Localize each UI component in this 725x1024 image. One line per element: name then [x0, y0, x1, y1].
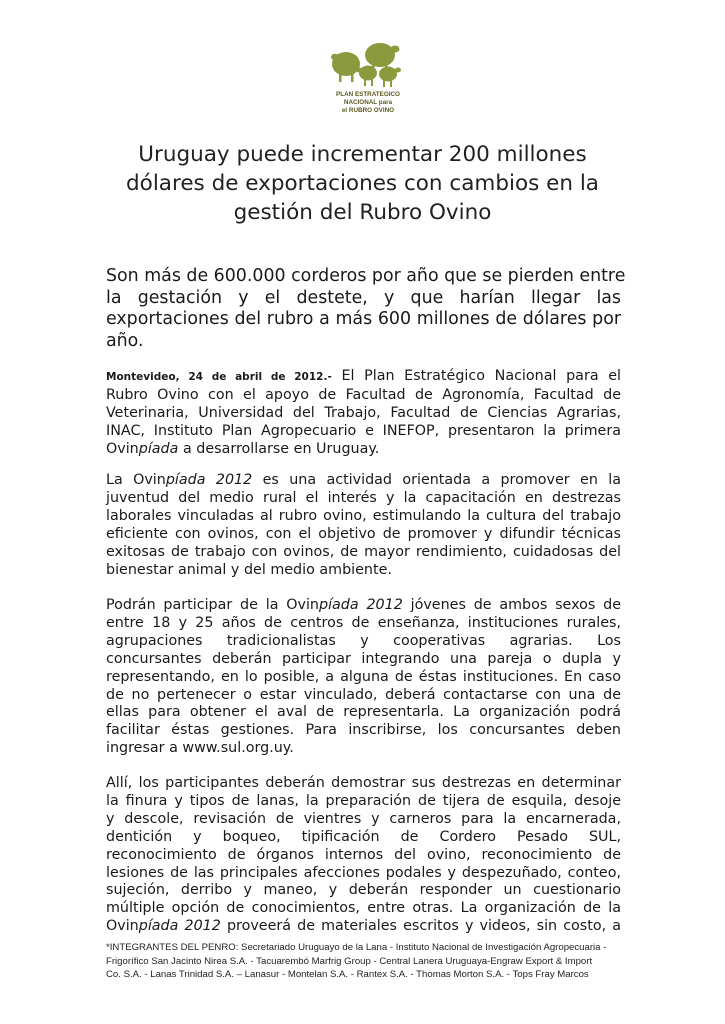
body-line: [106, 472, 621, 490]
body-line: [106, 918, 621, 936]
footnote-members: [106, 941, 621, 982]
body-line: Allí, los participantes deberán demostrar sus destrezas en determinar: [106, 775, 621, 791]
body-line: [106, 441, 621, 459]
body-line: [106, 368, 621, 387]
body-line: ingresar a www.sul.org.uy.: [106, 740, 294, 757]
penro-logo: [318, 40, 418, 120]
footnote-line: Co. S.A. - Lanas Trinidad S.A. – Lanasur - Montelan S.A. - Rantex S.A. - Thomas Morton S.A. - Tops Fray Marcos: [106, 969, 589, 981]
logo-text: [318, 91, 418, 115]
body-line: lesiones de las principales afecciones podales y despezuñado, conteo,: [106, 864, 621, 881]
footnote-line: Frigorífico San Jacinto Nirea S.A. - Tacuarembó Marfrig Group - Central Lanera Uruguaya-Engraw Export & Import: [106, 955, 593, 967]
body-line: Veterinaria, Universidad del Trabajo, Facultad de Ciencias Agrarias,: [106, 404, 621, 421]
body-line: concursantes deberán participar integrando una pareja o dupla y: [106, 650, 621, 667]
body-text: es una actividad orientada a promover en la: [252, 472, 621, 488]
lead-line: año.: [106, 330, 144, 351]
body-line: INAC, Instituto Plan Agropecuario e INEFOP, presentaron la primera: [106, 422, 621, 439]
event-name-italic: píada 2012: [138, 918, 221, 935]
body-text: Podrán participar de la Ovin: [106, 597, 319, 613]
body-line: facilitar éstas gestiones. Para inscribirse, los concursantes deben: [106, 722, 621, 739]
lead-line: exportaciones del rubro a más 600 millones de dólares por: [106, 309, 621, 329]
body-text: Ovin: [106, 440, 139, 457]
event-name-italic: píada: [138, 440, 179, 457]
body-line: entre 18 y 25 años de centros de enseñanza, instituciones rurales,: [106, 614, 621, 631]
event-name-italic: píada 2012: [165, 472, 253, 488]
page-title: [80, 140, 645, 227]
body-line: sujeción, derribo y maneo, y deberán responder un cuestionario: [106, 882, 621, 899]
body-line: eficiente con ovinos, con el objetivo de promover y difundir técnicas: [106, 525, 621, 542]
sheep-logo-icon: [324, 40, 412, 92]
event-name-italic: píada 2012: [319, 597, 403, 613]
paragraph-3: [106, 597, 621, 758]
body-line: juventud del medio rural el interés y la capacitación en destrezas: [106, 489, 621, 506]
body-text: Ovin: [106, 918, 139, 935]
lead-paragraph: [106, 266, 626, 352]
logo-line: NACIONAL para: [343, 99, 393, 106]
body-text: El Plan Estratégico Nacional para el: [331, 368, 621, 384]
body-line: reconocimiento de órganos internos del ovino, reconocimiento de: [106, 846, 621, 863]
title-line: dólares de exportaciones con cambios en la: [126, 171, 599, 196]
body-line: laborales vinculadas al rubro ovino, estimulando la cultura del trabajo: [106, 507, 621, 524]
lead-line: la gestación y el destete, y que harían llegar las: [106, 287, 621, 308]
footnote-line: *INTEGRANTES DEL PENRO: Secretariado Uruguayo de la Lana - Instituto Nacional de Investigación Agropecuaria -: [106, 942, 607, 953]
title-line: gestión del Rubro Ovino: [233, 200, 492, 225]
title-line: Uruguay puede incrementar 200 millones: [138, 142, 587, 167]
body-line: de no pertenecer o estar vinculado, deberá contactarse con una de: [106, 686, 621, 703]
body-line: dentición y boqueo, tipificación de Cordero Pesado SUL,: [106, 828, 621, 845]
body-text: La Ovin: [106, 472, 166, 488]
body-text: a desarrollarse en Uruguay.: [178, 440, 380, 457]
body-text: jóvenes de ambos sexos de: [402, 597, 621, 613]
body-line: y descole, revisación de vientres y carneros para la encarnerada,: [106, 810, 621, 827]
paragraph-1: [106, 368, 621, 459]
lead-line: Son más de 600.000 corderos por año que se pierden entre: [106, 266, 626, 286]
paragraph-4: [106, 775, 621, 936]
body-text: proveerá de materiales escritos y videos, sin costo, a: [220, 918, 621, 935]
body-line: ellas para obtener el aval de representarla. La organización podrá: [106, 704, 621, 721]
body-line: la finura y tipos de lanas, la preparación de tijera de esquila, desoje: [106, 792, 621, 809]
body-line: bienestar animal y del medio ambiente.: [106, 561, 392, 578]
paragraph-2: [106, 472, 621, 579]
body-line: múltiple opción de conocimientos, entre otras. La organización de la: [106, 900, 621, 917]
body-line: exitosas de trabajo con ovinos, de mayor rendimiento, cuidadosas del: [106, 543, 621, 560]
dateline: Montevideo, 24 de abril de 2012.-: [106, 371, 332, 383]
logo-line: PLAN ESTRATEGICO: [336, 91, 400, 98]
body-line: representando, en lo posible, a alguna de éstas instituciones. En caso: [106, 668, 621, 685]
body-line: agrupaciones tradicionalistas y cooperativas agrarias. Los: [106, 632, 621, 649]
body-line: [106, 597, 621, 615]
logo-line: el RUBRO OVINO: [341, 107, 395, 114]
body-line: Rubro Ovino con el apoyo de Facultad de Agronomía, Facultad de: [106, 386, 621, 403]
